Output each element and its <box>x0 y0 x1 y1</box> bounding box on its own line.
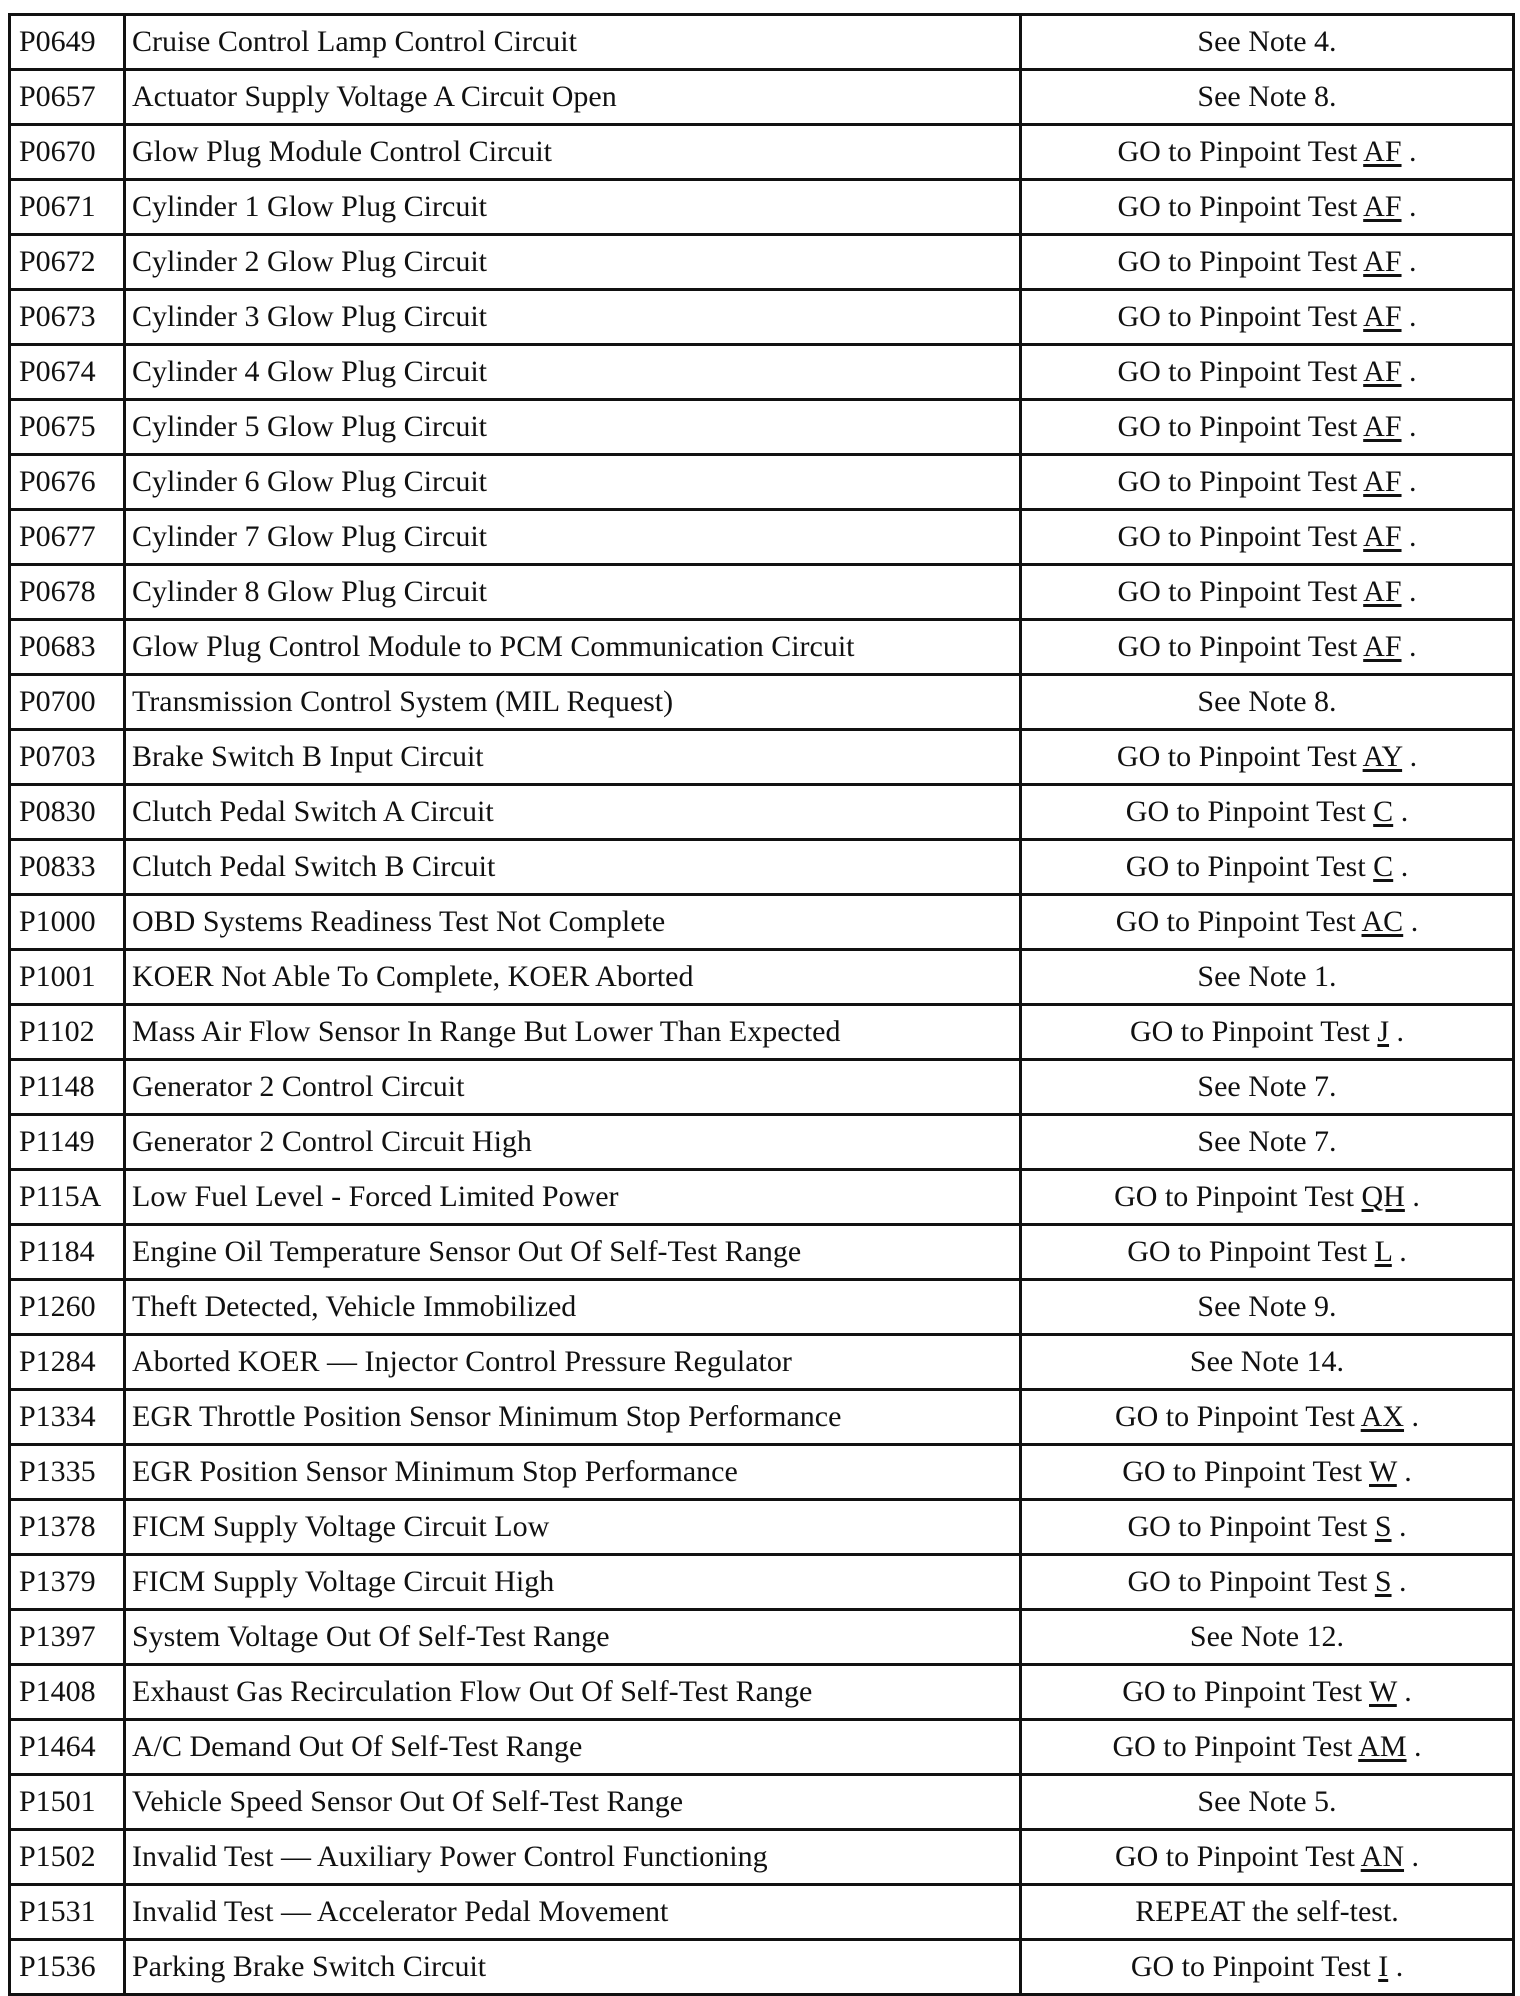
table-row <box>10 1280 1514 1335</box>
dtc-action <box>1021 1335 1514 1390</box>
dtc-code: P1000 <box>10 895 125 950</box>
dtc-action <box>1021 895 1514 950</box>
dtc-action <box>1021 455 1514 510</box>
action-text: GO to Pinpoint Test <box>1129 1015 1378 1048</box>
pinpoint-test-link[interactable]: AF <box>1363 190 1402 223</box>
dtc-code: P1397 <box>10 1610 125 1665</box>
dtc-action <box>1021 675 1514 730</box>
action-period: . <box>1404 1840 1420 1873</box>
dtc-code: P0700 <box>10 675 125 730</box>
pinpoint-test-link[interactable]: L <box>1374 1235 1392 1268</box>
dtc-description: Glow Plug Module Control Circuit <box>125 125 1021 180</box>
dtc-code: P1334 <box>10 1390 125 1445</box>
dtc-code: P1001 <box>10 950 125 1005</box>
dtc-code: P1379 <box>10 1555 125 1610</box>
action-text: See Note 7. <box>1197 1070 1337 1103</box>
table-row <box>10 1060 1514 1115</box>
dtc-description: Engine Oil Temperature Sensor Out Of Self-Test Range <box>125 1225 1021 1280</box>
action-period: . <box>1402 740 1418 773</box>
action-text: See Note 1. <box>1197 960 1337 993</box>
action-text: GO to Pinpoint Test <box>1117 410 1364 443</box>
action-text: See Note 12. <box>1189 1620 1345 1653</box>
dtc-code: P0703 <box>10 730 125 785</box>
dtc-code: P0677 <box>10 510 125 565</box>
dtc-action <box>1021 1610 1514 1665</box>
table-row <box>10 1885 1514 1940</box>
dtc-action <box>1021 1885 1514 1940</box>
action-text: GO to Pinpoint Test <box>1112 1730 1359 1763</box>
dtc-description: FICM Supply Voltage Circuit High <box>125 1555 1021 1610</box>
action-text: See Note 8. <box>1197 80 1337 113</box>
dtc-action <box>1021 1280 1514 1335</box>
action-period: . <box>1391 1510 1407 1543</box>
pinpoint-test-link[interactable]: AF <box>1363 630 1402 663</box>
table-row <box>10 15 1514 70</box>
dtc-action <box>1021 235 1514 290</box>
dtc-table-body <box>10 15 1514 1995</box>
dtc-action <box>1021 1005 1514 1060</box>
table-row <box>10 1940 1514 1995</box>
dtc-action <box>1021 180 1514 235</box>
dtc-action <box>1021 1775 1514 1830</box>
pinpoint-test-link[interactable]: AM <box>1358 1730 1407 1763</box>
dtc-action <box>1021 620 1514 675</box>
dtc-action <box>1021 1060 1514 1115</box>
table-row <box>10 950 1514 1005</box>
dtc-action <box>1021 345 1514 400</box>
pinpoint-test-link[interactable]: AF <box>1363 575 1402 608</box>
dtc-code: P0674 <box>10 345 125 400</box>
dtc-code: P1184 <box>10 1225 125 1280</box>
table-row <box>10 1830 1514 1885</box>
action-text: GO to Pinpoint Test <box>1127 1510 1375 1543</box>
dtc-description: Glow Plug Control Module to PCM Communication Circuit <box>125 620 1021 675</box>
dtc-description: Exhaust Gas Recirculation Flow Out Of Self-Test Range <box>125 1665 1021 1720</box>
action-text: GO to Pinpoint Test <box>1122 1675 1370 1708</box>
action-text: See Note 9. <box>1197 1290 1337 1323</box>
dtc-code: P0670 <box>10 125 125 180</box>
dtc-code: P0678 <box>10 565 125 620</box>
dtc-action <box>1021 565 1514 620</box>
table-row <box>10 70 1514 125</box>
pinpoint-test-link[interactable]: AF <box>1363 135 1402 168</box>
dtc-code: P1148 <box>10 1060 125 1115</box>
action-text: GO to Pinpoint Test <box>1127 1565 1375 1598</box>
dtc-code: P1335 <box>10 1445 125 1500</box>
dtc-code: P115A <box>10 1170 125 1225</box>
action-text: GO to Pinpoint Test <box>1114 1400 1361 1433</box>
action-text: GO to Pinpoint Test <box>1117 630 1364 663</box>
dtc-code: P1102 <box>10 1005 125 1060</box>
dtc-code: P1464 <box>10 1720 125 1775</box>
pinpoint-test-link[interactable]: S <box>1374 1510 1392 1543</box>
dtc-description: EGR Throttle Position Sensor Minimum Stop Performance <box>125 1390 1021 1445</box>
pinpoint-test-link[interactable]: AF <box>1363 465 1402 498</box>
dtc-description: Cylinder 8 Glow Plug Circuit <box>125 565 1021 620</box>
dtc-code: P1149 <box>10 1115 125 1170</box>
action-text: GO to Pinpoint Test <box>1117 520 1364 553</box>
table-row <box>10 1720 1514 1775</box>
action-period: . <box>1403 905 1419 938</box>
dtc-code: P0683 <box>10 620 125 675</box>
dtc-description: EGR Position Sensor Minimum Stop Performance <box>125 1445 1021 1500</box>
table-row <box>10 235 1514 290</box>
action-period: . <box>1396 1455 1412 1488</box>
pinpoint-test-link[interactable]: AN <box>1360 1840 1405 1873</box>
pinpoint-test-link[interactable]: C <box>1373 850 1394 883</box>
dtc-code: P1502 <box>10 1830 125 1885</box>
table-row <box>10 1225 1514 1280</box>
pinpoint-test-link[interactable]: AF <box>1363 245 1402 278</box>
dtc-action <box>1021 70 1514 125</box>
dtc-action <box>1021 1665 1514 1720</box>
table-row <box>10 1170 1514 1225</box>
dtc-action <box>1021 510 1514 565</box>
pinpoint-test-link[interactable]: AY <box>1362 740 1403 773</box>
table-row <box>10 455 1514 510</box>
table-row <box>10 1445 1514 1500</box>
table-row <box>10 1390 1514 1445</box>
action-text: GO to Pinpoint Test <box>1117 190 1364 223</box>
table-row <box>10 1775 1514 1830</box>
dtc-description: Cruise Control Lamp Control Circuit <box>125 15 1021 70</box>
dtc-code: P0833 <box>10 840 125 895</box>
action-period: . <box>1396 1675 1412 1708</box>
action-text: GO to Pinpoint Test <box>1116 740 1363 773</box>
dtc-description: Theft Detected, Vehicle Immobilized <box>125 1280 1021 1335</box>
dtc-description: KOER Not Able To Complete, KOER Aborted <box>125 950 1021 1005</box>
table-row <box>10 1665 1514 1720</box>
action-text: GO to Pinpoint Test <box>1125 850 1374 883</box>
dtc-description: Aborted KOER — Injector Control Pressure Regulator <box>125 1335 1021 1390</box>
dtc-action <box>1021 1170 1514 1225</box>
dtc-description: A/C Demand Out Of Self-Test Range <box>125 1720 1021 1775</box>
dtc-description: Vehicle Speed Sensor Out Of Self-Test Range <box>125 1775 1021 1830</box>
pinpoint-test-link[interactable]: QH <box>1361 1180 1405 1213</box>
table-row <box>10 895 1514 950</box>
pinpoint-test-link[interactable]: I <box>1378 1950 1389 1983</box>
action-period: . <box>1388 1950 1404 1983</box>
dtc-code: P0830 <box>10 785 125 840</box>
pinpoint-test-link[interactable]: AF <box>1363 520 1402 553</box>
dtc-code: P0671 <box>10 180 125 235</box>
action-period: . <box>1401 355 1417 388</box>
dtc-description: Cylinder 4 Glow Plug Circuit <box>125 345 1021 400</box>
action-text: See Note 14. <box>1189 1345 1345 1378</box>
action-period: . <box>1389 1015 1405 1048</box>
dtc-code: P0675 <box>10 400 125 455</box>
dtc-action <box>1021 840 1514 895</box>
action-text: GO to Pinpoint Test <box>1127 1235 1375 1268</box>
dtc-description: Invalid Test — Auxiliary Power Control Functioning <box>125 1830 1021 1885</box>
action-period: . <box>1393 850 1409 883</box>
dtc-action <box>1021 1830 1514 1885</box>
action-text: GO to Pinpoint Test <box>1117 355 1364 388</box>
action-period: . <box>1401 300 1417 333</box>
action-period: . <box>1401 245 1417 278</box>
action-period: . <box>1401 575 1417 608</box>
dtc-action <box>1021 1390 1514 1445</box>
action-period: . <box>1406 1730 1422 1763</box>
table-row <box>10 1500 1514 1555</box>
dtc-description: Clutch Pedal Switch A Circuit <box>125 785 1021 840</box>
action-period: . <box>1391 1565 1407 1598</box>
dtc-description: Cylinder 2 Glow Plug Circuit <box>125 235 1021 290</box>
dtc-description: Cylinder 5 Glow Plug Circuit <box>125 400 1021 455</box>
dtc-action <box>1021 1720 1514 1775</box>
table-row <box>10 840 1514 895</box>
dtc-code: P0649 <box>10 15 125 70</box>
dtc-action <box>1021 400 1514 455</box>
table-row <box>10 785 1514 840</box>
dtc-code: P1501 <box>10 1775 125 1830</box>
action-text: REPEAT the self-test. <box>1135 1895 1399 1928</box>
dtc-code: P0673 <box>10 290 125 345</box>
table-row <box>10 180 1514 235</box>
action-text: See Note 4. <box>1197 25 1337 58</box>
table-row <box>10 1610 1514 1665</box>
dtc-action <box>1021 1225 1514 1280</box>
dtc-action <box>1021 290 1514 345</box>
dtc-description: OBD Systems Readiness Test Not Complete <box>125 895 1021 950</box>
table-row <box>10 345 1514 400</box>
pinpoint-test-link[interactable]: C <box>1373 795 1394 828</box>
table-row <box>10 1555 1514 1610</box>
table-row <box>10 400 1514 455</box>
dtc-description: Cylinder 7 Glow Plug Circuit <box>125 510 1021 565</box>
action-text: GO to Pinpoint Test <box>1115 905 1362 938</box>
dtc-action <box>1021 15 1514 70</box>
dtc-code: P1408 <box>10 1665 125 1720</box>
dtc-description: Cylinder 3 Glow Plug Circuit <box>125 290 1021 345</box>
action-text: GO to Pinpoint Test <box>1114 1840 1361 1873</box>
dtc-description: Generator 2 Control Circuit <box>125 1060 1021 1115</box>
dtc-description: System Voltage Out Of Self-Test Range <box>125 1610 1021 1665</box>
dtc-action <box>1021 1500 1514 1555</box>
dtc-description: Mass Air Flow Sensor In Range But Lower Than Expected <box>125 1005 1021 1060</box>
action-text: GO to Pinpoint Test <box>1130 1950 1379 1983</box>
table-row <box>10 620 1514 675</box>
dtc-description: FICM Supply Voltage Circuit Low <box>125 1500 1021 1555</box>
action-period: . <box>1401 135 1417 168</box>
dtc-description: Invalid Test — Accelerator Pedal Movement <box>125 1885 1021 1940</box>
action-text: See Note 7. <box>1197 1125 1337 1158</box>
dtc-action <box>1021 730 1514 785</box>
dtc-code: P1531 <box>10 1885 125 1940</box>
dtc-action <box>1021 785 1514 840</box>
action-period: . <box>1404 1180 1420 1213</box>
action-text: See Note 5. <box>1197 1785 1337 1818</box>
action-text: GO to Pinpoint Test <box>1117 135 1364 168</box>
dtc-description: Transmission Control System (MIL Request) <box>125 675 1021 730</box>
dtc-description: Parking Brake Switch Circuit <box>125 1940 1021 1995</box>
action-text: See Note 8. <box>1197 685 1337 718</box>
dtc-action <box>1021 950 1514 1005</box>
dtc-table <box>8 13 1515 1996</box>
action-text: GO to Pinpoint Test <box>1114 1180 1362 1213</box>
dtc-description: Low Fuel Level - Forced Limited Power <box>125 1170 1021 1225</box>
dtc-code: P0657 <box>10 70 125 125</box>
action-period: . <box>1391 1235 1407 1268</box>
action-period: . <box>1401 410 1417 443</box>
dtc-description: Brake Switch B Input Circuit <box>125 730 1021 785</box>
table-row <box>10 1115 1514 1170</box>
action-period: . <box>1393 795 1409 828</box>
dtc-action <box>1021 1940 1514 1995</box>
pinpoint-test-link[interactable]: AF <box>1363 300 1402 333</box>
action-text: GO to Pinpoint Test <box>1117 300 1364 333</box>
dtc-code: P1284 <box>10 1335 125 1390</box>
dtc-description: Clutch Pedal Switch B Circuit <box>125 840 1021 895</box>
dtc-description: Actuator Supply Voltage A Circuit Open <box>125 70 1021 125</box>
pinpoint-test-link[interactable]: AF <box>1363 355 1402 388</box>
action-period: . <box>1404 1400 1420 1433</box>
pinpoint-test-link[interactable]: AX <box>1360 1400 1405 1433</box>
action-period: . <box>1401 190 1417 223</box>
action-text: GO to Pinpoint Test <box>1117 245 1364 278</box>
table-row <box>10 290 1514 345</box>
table-row <box>10 1335 1514 1390</box>
dtc-code: P0676 <box>10 455 125 510</box>
dtc-action <box>1021 1555 1514 1610</box>
pinpoint-test-link[interactable]: J <box>1377 1015 1390 1048</box>
dtc-description: Generator 2 Control Circuit High <box>125 1115 1021 1170</box>
table-row <box>10 510 1514 565</box>
pinpoint-test-link[interactable]: AF <box>1363 410 1402 443</box>
dtc-code: P1536 <box>10 1940 125 1995</box>
pinpoint-test-link[interactable]: S <box>1374 1565 1392 1598</box>
pinpoint-test-link[interactable]: W <box>1369 1455 1397 1488</box>
pinpoint-test-link[interactable]: W <box>1369 1675 1397 1708</box>
dtc-action <box>1021 1115 1514 1170</box>
action-period: . <box>1401 630 1417 663</box>
pinpoint-test-link[interactable]: AC <box>1361 905 1404 938</box>
action-text: GO to Pinpoint Test <box>1117 465 1364 498</box>
table-row <box>10 1005 1514 1060</box>
dtc-action <box>1021 125 1514 180</box>
action-text: GO to Pinpoint Test <box>1122 1455 1370 1488</box>
dtc-code: P1378 <box>10 1500 125 1555</box>
action-text: GO to Pinpoint Test <box>1125 795 1374 828</box>
dtc-code: P0672 <box>10 235 125 290</box>
dtc-description: Cylinder 1 Glow Plug Circuit <box>125 180 1021 235</box>
action-text: GO to Pinpoint Test <box>1117 575 1364 608</box>
action-period: . <box>1401 520 1417 553</box>
dtc-description: Cylinder 6 Glow Plug Circuit <box>125 455 1021 510</box>
dtc-code: P1260 <box>10 1280 125 1335</box>
action-period: . <box>1401 465 1417 498</box>
dtc-action <box>1021 1445 1514 1500</box>
table-row <box>10 125 1514 180</box>
table-row <box>10 675 1514 730</box>
table-row <box>10 565 1514 620</box>
table-row <box>10 730 1514 785</box>
